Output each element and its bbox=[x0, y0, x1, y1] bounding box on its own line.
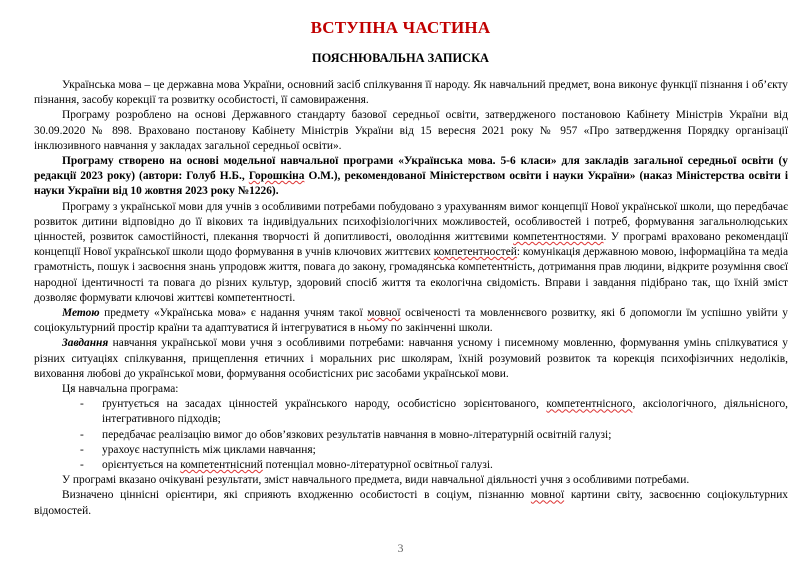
spellcheck-word: мовної bbox=[530, 489, 565, 502]
spellcheck-word: Горошкіна bbox=[248, 170, 305, 183]
program-features-list bbox=[34, 397, 788, 473]
document-body bbox=[34, 78, 788, 519]
text-run: Програму з української мови для учнів з особливими потребами побудовано з урахуванням вимог концепції Нової української школи, що передбачає розвиток дитини відповідно до її вікових та індивідуальних психофізіологічних можливостей, особливостей і потреб, формування загальнолюдських цінностей, розвиток самостійності, плекання творчості й допитливості, оволодіння життєвими bbox=[34, 200, 788, 244]
paragraph-state-language: Українська мова – це державна мова України, основний засіб спілкування її народу. Як навчальний предмет, вона виконує функції пізнання і об’єкту пізнання, засобу корекції та розвитку особистості, її самовираження. bbox=[34, 79, 788, 107]
text-run: предмету «Українська мова» є надання учням такої bbox=[99, 307, 368, 320]
explanatory-note-title: ПОЯСНЮВАЛЬНА ЗАПИСКА bbox=[311, 51, 490, 65]
paragraph-expected-results: У програмі вказано очікувані результати, зміст навчального предмета, види навчальної діяльності учня з особливими потребами. bbox=[62, 474, 690, 487]
text-run: передбачає реалізацію вимог до обов’язкових результатів навчання в мовно-літературній освітній галузі; bbox=[102, 428, 612, 441]
goal-label: Метою bbox=[62, 307, 100, 320]
text-run: : комунікація державною мовою, інформаційна та медіа грамотність, пошук і засвоєння знань упродовж життя, повага до закону, громадянська компетентність, дотримання прав людини, відкрите розуміння своєї народної ідентичності та повага до різних культур, здоровий спосіб життя та екологічна свідомість. Вправи і завдання підібрано так, що їхній зміст дозволяє формувати ключові життєві компетентності. bbox=[34, 246, 788, 304]
spellcheck-word: компетентнісного bbox=[546, 398, 633, 411]
spellcheck-word: мовної bbox=[367, 307, 401, 320]
page-number: 3 bbox=[397, 541, 404, 555]
text-run: потенціал мовно-літературної освітньої галузі. bbox=[262, 459, 493, 472]
bullet-marker: - bbox=[80, 398, 84, 411]
bullet-marker: - bbox=[80, 459, 84, 472]
paragraph-model-program bbox=[34, 154, 788, 200]
list-item bbox=[34, 443, 788, 458]
text-run: , аксіологічного, діяльнісного, інтегративного підходів; bbox=[102, 398, 788, 426]
section-title: ВСТУПНА ЧАСТИНА bbox=[310, 18, 491, 37]
spellcheck-word: компетентностей bbox=[433, 246, 517, 259]
text-run: . У програмі враховано рекомендації концепції Нової української школи щодо формування в учнів ключових життєвих bbox=[34, 231, 788, 259]
paragraph-tasks bbox=[34, 336, 788, 382]
bullet-marker: - bbox=[80, 443, 84, 456]
text-run: Програму створено на основі модельної навчальної програми «Українська мова. 5-6 класи» для закладів загальної середньої освіти (у редакції 2023 року) (автори: Голуб Н.Б., bbox=[34, 155, 788, 183]
list-item bbox=[34, 458, 788, 473]
spellcheck-word: компетентнісний bbox=[180, 459, 263, 472]
tasks-label: Завдання bbox=[62, 337, 109, 350]
spellcheck-word: компетентностями bbox=[513, 231, 604, 244]
list-item bbox=[34, 397, 788, 427]
text-run: урахоує наступність між циклами навчання; bbox=[102, 443, 316, 456]
paragraph-goal bbox=[34, 306, 788, 336]
list-item bbox=[34, 428, 788, 443]
text-run: О.М.), рекомендованої Міністерством освіти і науки України» (наказ Міністерства освіти і науки України від 10 жовтня 2023 року №1226). bbox=[34, 170, 789, 198]
text-run: орієнтується на bbox=[102, 459, 181, 472]
paragraph-value-orientations bbox=[34, 488, 788, 518]
text-run: Визначено ціннісні орієнтири, які сприяють входженню особистості в соціум, пізнанню bbox=[62, 489, 531, 502]
paragraph-program-intro: Ця навчальна програма: bbox=[62, 383, 179, 396]
text-run: картини світу, засвоєнню соціокультурних відомостей. bbox=[34, 489, 789, 517]
paragraph-nus-concept bbox=[34, 200, 788, 306]
bullet-marker: - bbox=[80, 428, 84, 441]
text-run: навчання української мови учня з особливими потребами: навчання усному і писемному мовленню, формування умінь спілкуватися у різних ситуаціях спілкування, прищеплення етичних і моральних рис школярам, їхній розумовий розвиток та корекція психофізичних недоліків, виховання любові до української мови, формування особистісних рис засобами української мови. bbox=[34, 337, 788, 380]
paragraph-standard-basis: Програму розроблено на основі Державного стандарту базової середньої освіти, затвердженого постановою Кабінету Міністрів України від 30.09.2020 № 898. Враховано постанову Кабінету Міністрів України від 15 вересня 2021 року № 957 «Про затвердження Порядку організації інклюзивного навчання у закладах загальної середньої освіти». bbox=[34, 109, 788, 152]
text-run: освіченості та мовленнєвого розвитку, які б допомогли їм успішно увійти у соціокультурний простір країни та адаптуватися й інтегруватися в ньому по закінченні школи. bbox=[34, 307, 788, 335]
text-run: ґрунтується на засадах цінностей українського народу, особистісно зорієнтованого, bbox=[102, 398, 547, 411]
